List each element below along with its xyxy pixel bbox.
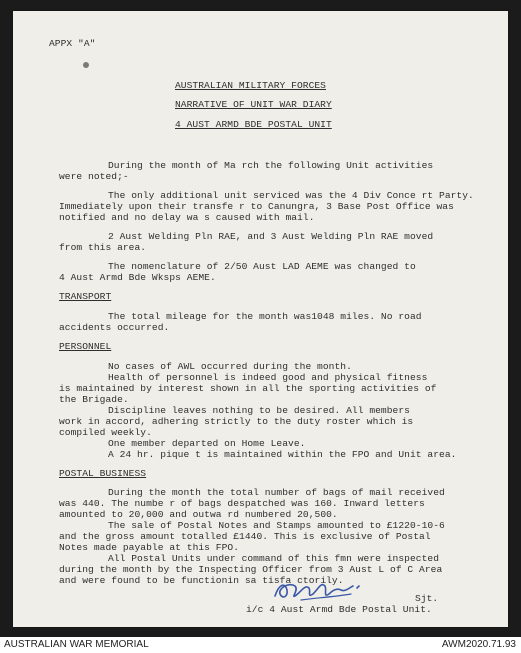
text-line: work in accord, adhering strictly to the duty roster which is	[59, 416, 414, 427]
text-line: Discipline leaves nothing to be desired. All members	[108, 405, 410, 416]
text-line: notified and no delay wa s caused with mail.	[59, 212, 315, 223]
diary-page	[13, 11, 508, 627]
handwritten-signature	[271, 576, 363, 604]
postal-heading: POSTAL BUSINESS	[59, 468, 147, 479]
personnel-heading: PERSONNEL	[59, 341, 112, 352]
appendix-label: APPX "A"	[49, 38, 96, 49]
text-line: 2 Aust Welding Pln RAE, and 3 Aust Welding Pln RAE moved	[108, 231, 434, 242]
heading-unit: 4 AUST ARMD BDE POSTAL UNIT	[175, 119, 332, 130]
text-line: during the month by the Inspecting Officer from 3 Aust L of C Area	[59, 564, 443, 575]
text-line: and the gross amount totalled £1440. This is exclusive of Postal	[59, 531, 431, 542]
text-line: Notes made payable at this FPO.	[59, 542, 240, 553]
signature-unit: i/c 4 Aust Armd Bde Postal Unit.	[246, 604, 432, 615]
transport-heading: TRANSPORT	[59, 291, 112, 302]
punch-hole	[83, 62, 89, 68]
text-line: The sale of Postal Notes and Stamps amounted to £1220-10-6	[108, 520, 445, 531]
text-line: One member departed on Home Leave.	[108, 438, 306, 449]
text-line: accidents occurred.	[59, 322, 170, 333]
text-line: Immediately upon their transfe r to Canungra, 3 Base Post Office was	[59, 201, 454, 212]
archive-footer	[0, 637, 521, 653]
text-line: All Postal Units under command of this fmn were inspected	[108, 553, 440, 564]
text-line: The total mileage for the month was1048 miles. No road	[108, 311, 422, 322]
text-line: the Brigade.	[59, 394, 129, 405]
heading-forces: AUSTRALIAN MILITARY FORCES	[175, 80, 326, 91]
text-line: was 440. The numbe r of bags despatched was 160. Inward letters	[59, 498, 425, 509]
text-line: were noted;-	[59, 171, 129, 182]
footer-accession-number: AWM2020.71.93	[441, 639, 516, 650]
text-line: Health of personnel is indeed good and physical fitness	[108, 372, 428, 383]
footer-source: AUSTRALIAN WAR MEMORIAL	[4, 639, 149, 650]
text-line: During the month the total number of bags of mail received	[108, 487, 445, 498]
text-line: The only additional unit serviced was the 4 Div Conce rt Party.	[108, 190, 474, 201]
text-line: 4 Aust Armd Bde Wksps AEME.	[59, 272, 216, 283]
text-line: A 24 hr. pique t is maintained within the FPO and Unit area.	[108, 449, 457, 460]
signature-rank: Sjt.	[415, 593, 439, 604]
text-line: No cases of AWL occurred during the month.	[108, 361, 352, 372]
text-line: and were found to be functionin sa tisfa ctorily.	[59, 575, 344, 586]
text-line: is maintained by interest shown in all the sporting activities of	[59, 383, 437, 394]
text-line: amounted to 20,000 and outwa rd numbered 20,500.	[59, 509, 338, 520]
text-line: from this area.	[59, 242, 147, 253]
text-line: The nomenclature of 2/50 Aust LAD AEME was changed to	[108, 261, 416, 272]
text-line: compiled weekly.	[59, 427, 152, 438]
heading-narrative: NARRATIVE OF UNIT WAR DIARY	[175, 99, 332, 110]
text-line: During the month of Ma rch the following Unit activities	[108, 160, 434, 171]
